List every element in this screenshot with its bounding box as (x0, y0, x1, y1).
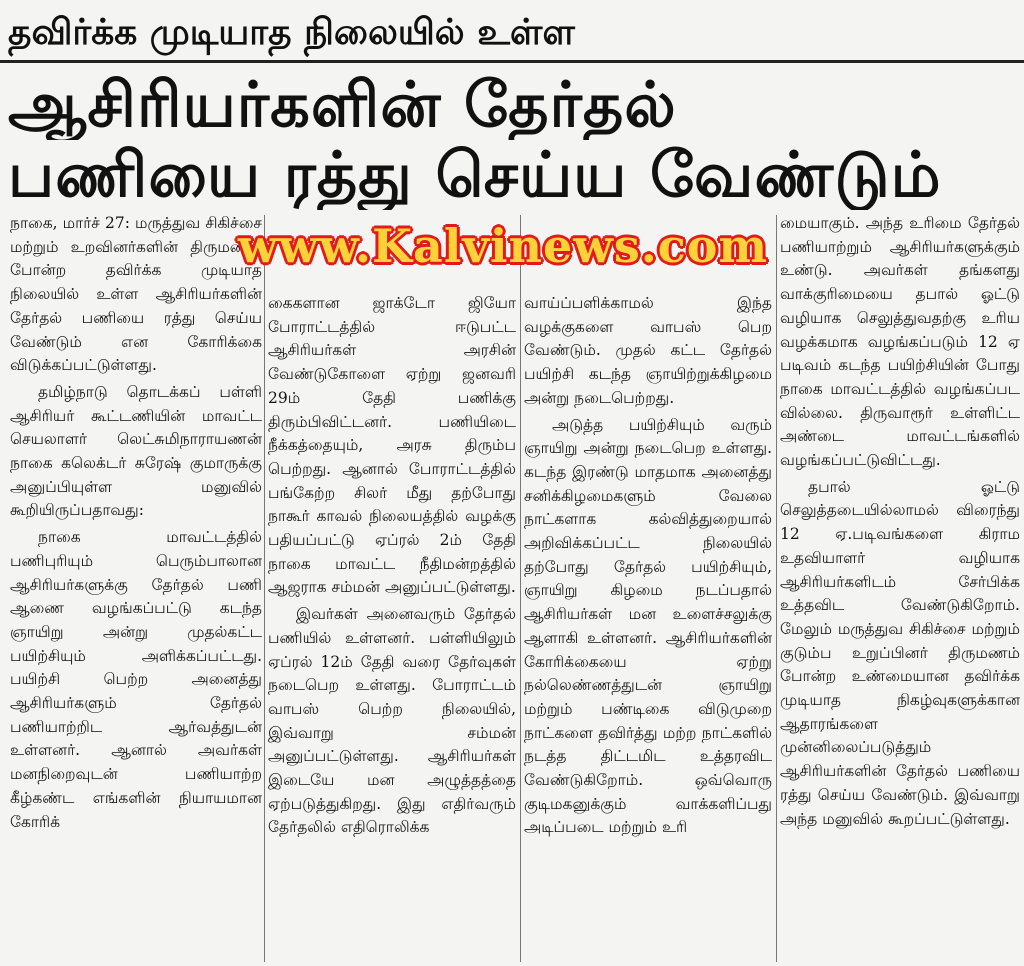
watermark-logo: www.Kalvinews.com (237, 219, 769, 273)
paragraph: அடுத்த பயிற்சியும் வரும் ஞாயிறு அன்று நடைபெற உள்ளது. கடந்த இரண்டு மாதமாக அனைத்து சனிக்கிழமைகளும் வேலை நாட்களாக கல்வித்துறையால் அறிவிக்கப்பட்ட நிலையில் தற்போது தேர்தல் பயிற்சியும், ஞாயிறு கிழமை நடப்பதால் ஆசிரியர்கள் மன உளைச்சலுக்கு ஆளாகி உள்ளனர். ஆசிரியர்களின் கோரிக்கையை ஏற்று நல்லெண்ணத்துடன் ஞாயிறு மற்றும் பண்டிகை விடுமுறை நாட்களை தவிர்த்து மற்ற நாட்களில் நடத்த திட்டமிட உத்தரவிட வேண்டுகிறோம். ஒவ்வொரு குடிமகனுக்கும் வாக்களிப்பது அடிப்படை மற்றும் உரி (524, 415, 772, 837)
paragraph: மையாகும். அந்த உரிமை தேர்தல் பணியாற்றும் ஆசிரியர்களுக்கும் உண்டு. அவர்கள் தங்களது வாக்குரிமையை தபால் ஓட்டு வழியாக செலுத்துவதற்கு உரிய வழக்கமாக வழங்கப்படும் 12 ஏ படிவம் கடந்த பயிற்சியின் போது நாகை மாவட்டத்தில் வழங்கப்பட வில்லை. திருவாரூர் உள்ளிட்ட அண்டை மாவட்டங்களில் வழங்கப்பட்டுவிட்டது. (780, 214, 1020, 470)
paragraph: இவர்கள் அனைவரும் தேர்தல் பணியில் உள்ளனர். பள்ளியிலும் ஏப்ரல் 12ம் தேதி வரை தேர்வுகள் நடைபெற உள்ளது. போராட்டம் வாபஸ் பெற்ற நிலையில், இவ்வாறு சம்மன் அனுப்பட்டுள்ளது. ஆசிரியர்கள் இடையே மன அழுத்தத்தை ஏற்படுத்துகிறது. இது எதிர்வரும் தேர்தலில் எதிரொலிக்க (268, 605, 516, 837)
column-divider (520, 215, 521, 962)
column-divider (776, 215, 777, 962)
column-divider (264, 215, 265, 962)
article-column-4 (780, 212, 1020, 962)
paragraph: நாகை மாவட்டத்தில் பணிபுரியும் பெரும்பாலான ஆசிரியர்களுக்கு தேர்தல் பணி ஆணை வழங்கப்பட்டு கடந்த ஞாயிறு அன்று முதல்கட்ட பயிற்சியும் அளிக்கப்பட்டது. பயிற்சி பெற்ற அனைத்து ஆசிரியர்களும் தேர்தல் பணியாற்றிட ஆர்வத்துடன் உள்ளனர். ஆனால் அவர்கள் மனநிறைவுடன் பணியாற்ற கீழ்கண்ட எங்களின் நியாயமான கோரிக் (10, 528, 262, 831)
top-rule (0, 60, 1024, 63)
paragraph: தபால் ஓட்டு செலுத்தடையில்லாமல் விரைந்து 12 ஏ.படிவங்களை கிராம உதவியாளர் வழியாக ஆசிரியர்களிடம் சேர்பிக்க உத்தவிட வேண்டுகிறோம். மேலும் மருத்துவ சிகிச்சை மற்றும் குடும்ப உறுப்பினர் திருமணம் போன்ற உண்மையான தவிர்க்க முடியாத நிகழ்வுகளுக்கான ஆதாரங்களை முன்னிலைப்படுத்தும் ஆசிரியர்களின் தேர்தல் பணியை ரத்து செய்ய வேண்டும். இவ்வாறு அந்த மனுவில் கூறப்பட்டுள்ளது. (780, 477, 1020, 828)
paragraph: தமிழ்நாடு தொடக்கப் பள்ளி ஆசிரியர் கூட்டணியின் மாவட்ட செயலாளர் லெட்சுமிநாராயணன் நாகை கலெக்டர் சுரேஷ் குமாருக்கு அனுப்பியுள்ள மனுவில் கூறியிருப்பதாவது: (10, 382, 262, 520)
kicker-headline: தவிர்க்க முடியாத நிலையில் உள்ள (8, 12, 575, 53)
article-column-2 (268, 292, 516, 962)
headline-line-1: ஆசிரியர்களின் தேர்தல் (8, 70, 677, 140)
headline-line-2: பணியை ரத்து செய்ய வேண்டும் (8, 140, 942, 210)
paragraph: கைகளான ஜாக்டோ ஜியோ போராட்டத்தில் ஈடுபட்ட ஆசிரியர்கள் அரசின் வேண்டுகோளை ஏற்று ஜனவரி 29ம் தேதி பணிக்கு திரும்பிவிட்டனர். பணியிடை நீக்கத்தையும், அரசு திரும்ப பெற்றது. ஆனால் போராட்டத்தில் பங்கேற்ற சிலர் மீது தற்போது நாகூர் காவல் நிலையத்தில் வழக்கு பதியப்பட்டு ஏப்ரல் 2ம் தேதி நாகை மாவட்ட நீதிமன்றத்தில் ஆஜராக சம்மன் அனுப்பட்டுள்ளது. (268, 294, 516, 597)
article-column-1 (10, 212, 262, 962)
paragraph: நாகை, மார்ச் 27: மருத்துவ சிகிச்சை மற்றும் உறவினர்களின் திருமணம் போன்ற தவிர்க்க முடியாத நிலையில் உள்ள ஆசிரியர்களின் தேர்தல் பணியை ரத்து செய்ய வேண்டும் என கோரிக்கை விடுக்கப்பட்டுள்ளது. (10, 214, 262, 375)
paragraph: வாய்ப்பளிக்காமல் இந்த வழக்குகளை வாபஸ் பெற வேண்டும். முதல் கட்ட தேர்தல் பயிற்சி கடந்த ஞாயிற்றுக்கிழமை அன்று நடைபெற்றது. (524, 294, 772, 407)
article-column-3 (524, 292, 772, 962)
